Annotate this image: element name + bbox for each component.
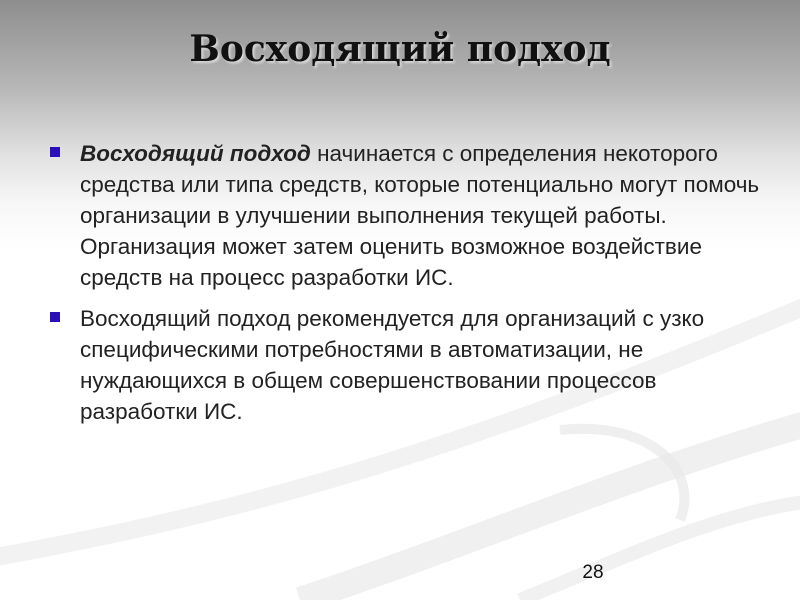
bullet-item-2 (48, 303, 768, 427)
bullet-item-1 (48, 138, 768, 293)
slide-title: Восходящий подход (189, 28, 611, 70)
bullet-list (48, 138, 768, 437)
bullet-text: Восходящий подход рекомендуется для организаций с узко специфическими потребностями в автоматизации, не нуждающихся в общем совершенствовании процессов разработки ИС. (80, 306, 705, 424)
bullet-emphasis: Восходящий подход (80, 141, 311, 166)
square-bullet-icon (50, 147, 60, 157)
square-bullet-icon (50, 312, 60, 322)
bullet-text: начинается с определения некоторого средства или типа средств, которые потенциально могут помочь организации в улучшении выполнения текущей работы. Организация может затем оценить возможное воздействие средств на процесс разработки ИС. (80, 141, 760, 290)
page-number: 28 (582, 562, 604, 583)
